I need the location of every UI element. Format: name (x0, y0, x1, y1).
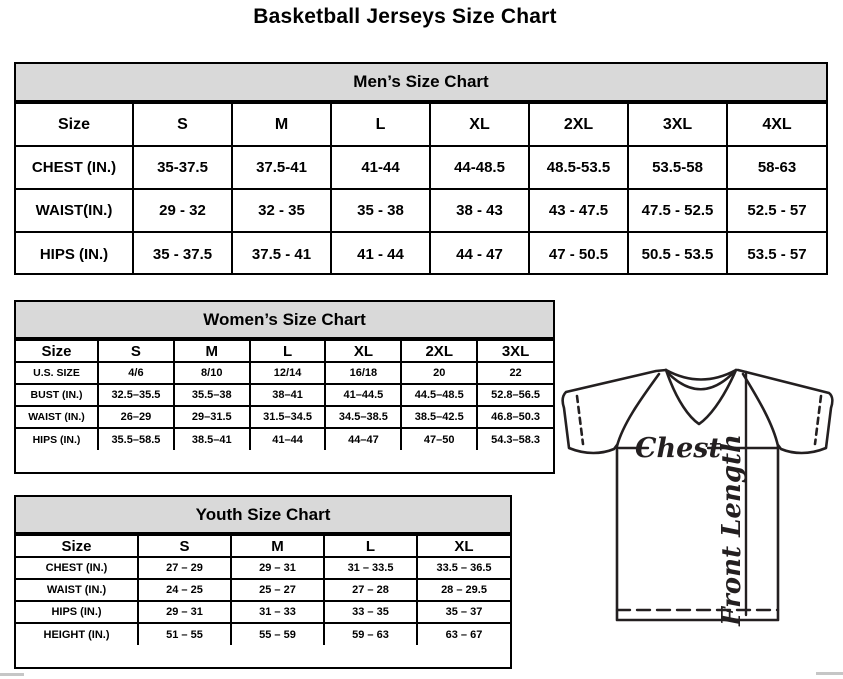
mens-size-chart-section (14, 62, 828, 275)
jersey-outline (563, 370, 833, 620)
size-value: 59 – 63 (324, 623, 417, 645)
size-value: 47 - 50.5 (529, 232, 628, 275)
size-value: 35 - 38 (331, 189, 430, 232)
mens-size-chart-title: Men’s Size Chart (16, 64, 826, 102)
size-value: 28 – 29.5 (417, 579, 510, 601)
size-value: 38.5–42.5 (401, 406, 477, 428)
column-header-m: M (231, 535, 324, 557)
column-header-3xl: 3XL (477, 340, 553, 362)
chest-label: Chest (635, 433, 721, 464)
size-value: 44 - 47 (430, 232, 529, 275)
header-row (16, 103, 826, 146)
table-row (16, 406, 553, 428)
size-value: 55 – 59 (231, 623, 324, 645)
size-value: 47.5 - 52.5 (628, 189, 727, 232)
size-value: 31 – 33 (231, 601, 324, 623)
header-row (16, 340, 553, 362)
size-value: 48.5-53.5 (529, 146, 628, 189)
table-row (16, 189, 826, 232)
size-value: 50.5 - 53.5 (628, 232, 727, 275)
womens-size-chart-section (14, 300, 555, 474)
size-value: 35.5–58.5 (98, 428, 174, 450)
size-corner-header: Size (16, 340, 98, 362)
front-length-label: Front Length (717, 434, 747, 626)
size-value: 32.5–35.5 (98, 384, 174, 406)
row-label: WAIST(IN.) (16, 189, 133, 232)
table-row (16, 623, 510, 645)
size-value: 27 – 29 (138, 557, 231, 579)
size-value: 51 – 55 (138, 623, 231, 645)
row-label: CHEST (IN.) (16, 557, 138, 579)
size-corner-header: Size (16, 535, 138, 557)
size-value: 63 – 67 (417, 623, 510, 645)
mens-size-table (16, 102, 826, 275)
size-value: 41-44 (331, 146, 430, 189)
column-header-s: S (133, 103, 232, 146)
size-value: 35 - 37.5 (133, 232, 232, 275)
table-row (16, 428, 553, 450)
size-value: 44–47 (325, 428, 401, 450)
row-label: WAIST (IN.) (16, 406, 98, 428)
size-value: 37.5-41 (232, 146, 331, 189)
size-corner-header: Size (16, 103, 133, 146)
size-value: 35.5–38 (174, 384, 250, 406)
column-header-4xl: 4XL (727, 103, 826, 146)
size-value: 58-63 (727, 146, 826, 189)
size-value: 29 – 31 (231, 557, 324, 579)
size-value: 46.8–50.3 (477, 406, 553, 428)
row-label: HIPS (IN.) (16, 232, 133, 275)
column-header-s: S (138, 535, 231, 557)
size-value: 27 – 28 (324, 579, 417, 601)
size-value: 8/10 (174, 362, 250, 384)
horizontal-scrollbar-fragment-right[interactable] (816, 672, 843, 675)
table-row (16, 579, 510, 601)
table-row (16, 362, 553, 384)
size-value: 44.5–48.5 (401, 384, 477, 406)
size-value: 31 – 33.5 (324, 557, 417, 579)
header-row (16, 535, 510, 557)
row-label: BUST (IN.) (16, 384, 98, 406)
row-label: HIPS (IN.) (16, 601, 138, 623)
column-header-xl: XL (325, 340, 401, 362)
page-title: Basketball Jerseys Size Chart (253, 5, 557, 28)
size-value: 47–50 (401, 428, 477, 450)
size-value: 16/18 (325, 362, 401, 384)
jersey-cuff-dash-left (577, 396, 583, 444)
size-value: 22 (477, 362, 553, 384)
row-label: CHEST (IN.) (16, 146, 133, 189)
size-value: 35 – 37 (417, 601, 510, 623)
size-value: 43 - 47.5 (529, 189, 628, 232)
row-label: U.S. SIZE (16, 362, 98, 384)
table-row (16, 146, 826, 189)
womens-size-table (16, 339, 553, 450)
size-value: 38.5–41 (174, 428, 250, 450)
womens-size-chart-title: Women’s Size Chart (16, 302, 553, 339)
size-value: 24 – 25 (138, 579, 231, 601)
size-value: 25 – 27 (231, 579, 324, 601)
size-value: 33.5 – 36.5 (417, 557, 510, 579)
youth-size-chart-title: Youth Size Chart (16, 497, 510, 534)
column-header-l: L (250, 340, 326, 362)
size-value: 38–41 (250, 384, 326, 406)
youth-size-table (16, 534, 510, 645)
size-value: 34.5–38.5 (325, 406, 401, 428)
column-header-s: S (98, 340, 174, 362)
size-value: 54.3–58.3 (477, 428, 553, 450)
size-value: 33 – 35 (324, 601, 417, 623)
size-value: 52.5 - 57 (727, 189, 826, 232)
column-header-3xl: 3XL (628, 103, 727, 146)
jersey-illustration-svg (556, 358, 843, 628)
column-header-xl: XL (430, 103, 529, 146)
row-label: HIPS (IN.) (16, 428, 98, 450)
size-value: 29 - 32 (133, 189, 232, 232)
jersey-measurement-diagram (556, 358, 843, 628)
column-header-2xl: 2XL (529, 103, 628, 146)
size-value: 20 (401, 362, 477, 384)
size-value: 52.8–56.5 (477, 384, 553, 406)
jersey-armhole-right (743, 374, 778, 446)
table-row (16, 384, 553, 406)
size-value: 53.5 - 57 (727, 232, 826, 275)
row-label: HEIGHT (IN.) (16, 623, 138, 645)
youth-size-chart-section (14, 495, 512, 669)
size-value: 37.5 - 41 (232, 232, 331, 275)
size-value: 35-37.5 (133, 146, 232, 189)
column-header-m: M (232, 103, 331, 146)
size-value: 26–29 (98, 406, 174, 428)
column-header-xl: XL (417, 535, 510, 557)
size-value: 41 - 44 (331, 232, 430, 275)
size-value: 29–31.5 (174, 406, 250, 428)
size-value: 44-48.5 (430, 146, 529, 189)
size-value: 12/14 (250, 362, 326, 384)
table-row (16, 601, 510, 623)
column-header-2xl: 2XL (401, 340, 477, 362)
table-row (16, 232, 826, 275)
size-value: 41–44.5 (325, 384, 401, 406)
size-value: 32 - 35 (232, 189, 331, 232)
size-value: 53.5-58 (628, 146, 727, 189)
size-value: 4/6 (98, 362, 174, 384)
size-value: 38 - 43 (430, 189, 529, 232)
jersey-cuff-dash-right (815, 396, 821, 444)
column-header-l: L (331, 103, 430, 146)
row-label: WAIST (IN.) (16, 579, 138, 601)
size-value: 31.5–34.5 (250, 406, 326, 428)
size-value: 29 – 31 (138, 601, 231, 623)
column-header-m: M (174, 340, 250, 362)
size-value: 41–44 (250, 428, 326, 450)
horizontal-scrollbar-fragment-left[interactable] (0, 673, 24, 676)
table-row (16, 557, 510, 579)
column-header-l: L (324, 535, 417, 557)
